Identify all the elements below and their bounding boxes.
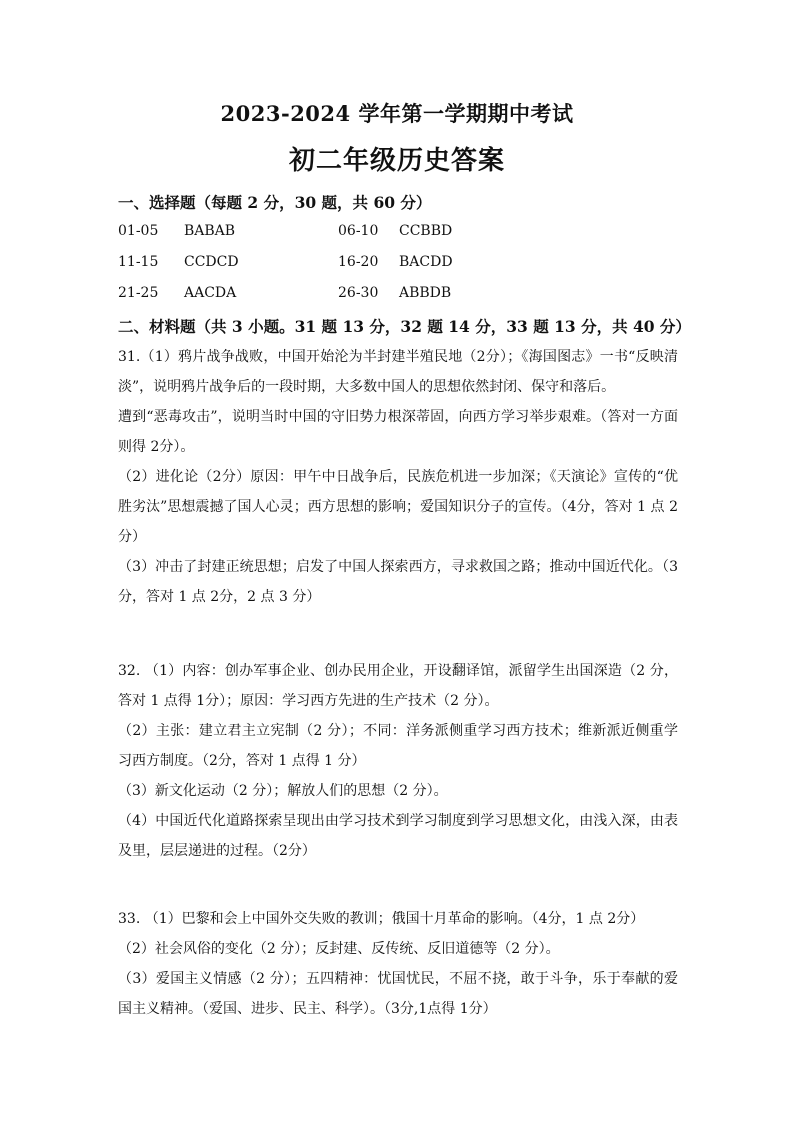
question-range: 26-30 [338, 285, 379, 301]
answer-letters: CCBBD [399, 223, 453, 239]
answer-letters: BABAB [184, 223, 236, 239]
answer-row [118, 285, 678, 305]
question-32-answer [118, 656, 678, 866]
question-range: 06-10 [338, 223, 379, 239]
answer-letters: CCDCD [184, 254, 239, 270]
section-material-title: 二、材料题（共 3 小题。31 题 13 分，32 题 14 分，33 题 13 分，共 40 分） [118, 317, 691, 336]
answer-paragraph: （2）社会风俗的变化（2 分）；反封建、反传统、反旧道德等（2 分）。 [118, 941, 560, 957]
answer-paragraph: （3）爱国主义情感（2 分）；五四精神：忧国忧民，不屈不挠，敢于斗争，乐于奉献的爱国主义精神。（爱国、进步、民主、科学）。（3分,1点得 1分） [118, 971, 678, 1017]
answer-row [118, 223, 678, 243]
section-choice-title: 一、选择题（每题 2 分，30 题，共 60 分） [118, 193, 432, 212]
answer-letters: AACDA [184, 285, 237, 301]
answer-paragraph: 遭到“恶毒攻击”，说明当时中国的守旧势力根深蒂固，向西方学习举步艰难。（答对一方面则得 2分）。 [118, 409, 678, 455]
answer-letters: BACDD [399, 254, 453, 270]
answer-paragraph: 32. （1）内容：创办军事企业、创办民用企业，开设翻译馆，派留学生出国深造（2 分，答对 1 点得 1分）；原因：学习西方先进的生产技术（2 分）。 [118, 663, 678, 709]
answer-row [118, 254, 678, 274]
question-range: 21-25 [118, 285, 159, 301]
answer-paragraph: （3）冲击了封建正统思想；启发了中国人探索西方，寻求救国之路；推动中国近代化。（3 分，答对 1 点 2分，2 点 3 分） [118, 559, 678, 605]
exam-title: 2023-2024 学年第一学期期中考试 [220, 101, 574, 126]
answer-letters: ABBDB [399, 285, 452, 301]
answer-paragraph: 33. （1）巴黎和会上中国外交失败的教训；俄国十月革命的影响。（4分，1 点 2分） [118, 911, 645, 927]
question-31-answer [118, 342, 678, 612]
question-range: 01-05 [118, 223, 159, 239]
question-range: 16-20 [338, 254, 379, 270]
answer-paragraph: （2）进化论（2分）原因：甲午中日战争后，民族危机进一步加深；《天演论》宣传的“优胜劣汰”思想震撼了国人心灵；西方思想的影响；爱国知识分子的宣传。（4分，答对 1 点 2 分） [118, 469, 678, 545]
answer-paragraph: 31.（1）鸦片战争战败，中国开始沦为半封建半殖民地（2分）；《海国图志》一书“反映清淡”，说明鸦片战争后的一段时期，大多数中国人的思想依然封闭、保守和落后。 [118, 349, 678, 395]
answer-paragraph: （3）新文化运动（2 分）；解放人们的思想（2 分）。 [118, 783, 448, 799]
answer-paragraph: （2）主张：建立君主立宪制（2 分）；不同：洋务派侧重学习西方技术；维新派近侧重学习西方制度。（2分，答对 1 点得 1 分） [118, 723, 678, 769]
answer-paragraph: （4）中国近代化道路探索呈现出由学习技术到学习制度到学习思想文化，由浅入深，由表及里，层层递进的过程。（2分） [118, 813, 678, 859]
question-range: 11-15 [118, 254, 159, 270]
question-33-answer [118, 904, 678, 1024]
answer-key-title: 初二年级历史答案 [288, 146, 505, 176]
